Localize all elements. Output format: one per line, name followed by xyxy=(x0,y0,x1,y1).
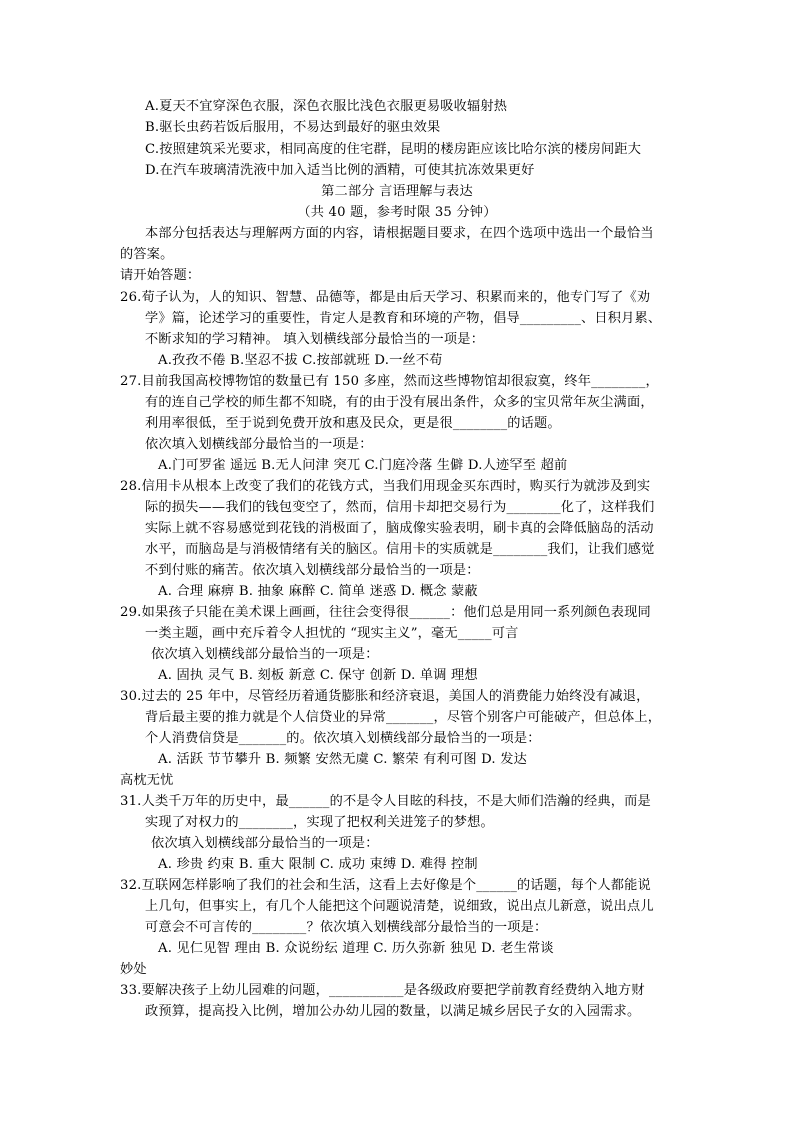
question-text-line: 学》篇，论述学习的重要性，肯定人是教育和环境的产物，倡导_________、日积月累、 xyxy=(145,311,662,326)
question-26: 26.荀子认为，人的知识、智慧、品德等，都是由后天学习、积累而来的，他专门写了《劝 xyxy=(120,290,651,305)
options-line: A.孜孜不倦 B.坚忍不拔 C.按部就班 D.一丝不苟 xyxy=(158,353,443,368)
option-a-line: A.夏天不宜穿深色衣服，深色衣服比浅色衣服更易吸收辐射热 xyxy=(145,99,508,114)
options-line: A. 合理 麻痹 B. 抽象 麻醉 C. 简单 迷惑 D. 概念 蒙蔽 xyxy=(158,584,478,599)
question-text-line: 个人消费信贷是_______的。依次填入划横线部分最恰当的一项是： xyxy=(145,731,541,746)
options-line: A. 珍贵 约束 B. 重大 限制 C. 成功 束缚 D. 难得 控制 xyxy=(158,857,478,872)
options-line-wrap: 高枕无忧 xyxy=(120,773,174,788)
question-27: 27.目前我国高校博物馆的数量已有 150 多座，然而这些博物馆却很寂寞，终年________， xyxy=(120,374,659,389)
question-text-line: 一类主题，画中充斥着令人担忧的 “现实主义”，毫无_____可言 xyxy=(145,626,519,641)
question-text-line: 实现了对权力的________，实现了把权利关进笼子的梦想。 xyxy=(145,815,494,830)
question-30: 30.过去的 25 年中，尽管经历着通货膨胀和经济衰退，美国人的消费能力始终没有减退， xyxy=(120,689,650,704)
question-text-line: 可意会不可言传的________？依次填入划横线部分最恰当的一项是： xyxy=(145,920,548,935)
options-line: A.门可罗雀 遥远 B.无人问津 突兀 C.门庭冷落 生僻 D.人迹罕至 超前 xyxy=(158,458,568,473)
instructions-line: 本部分包括表达与理解两方面的内容，请根据题目要求，在四个选项中选出一个最恰当 xyxy=(145,226,654,241)
question-29: 29.如果孩子只能在美术课上画画，往往会变得很______：他们总是用同一系列颜色表现同 xyxy=(120,605,651,620)
question-text-line: 水平，而脑岛是与消极情绪有关的脑区。信用卡的实质就是________我们，让我们感觉 xyxy=(145,542,655,557)
question-text-line: 背后最主要的推力就是个人信贷业的异常_______，尽管个别客户可能破产，但总体上， xyxy=(145,710,662,725)
options-line: A. 活跃 节节攀升 B. 频繁 安然无虞 C. 繁荣 有利可图 D. 发达 xyxy=(158,752,527,767)
option-b-line: B.驱长虫药若饭后服用，不易达到最好的驱虫效果 xyxy=(145,120,441,135)
start-prompt: 请开始答题： xyxy=(120,268,201,283)
section-subtitle: （共 40 题，参考时限 35 分钟） xyxy=(297,205,497,220)
fill-prompt: 依次填入划横线部分最恰当的一项是： xyxy=(145,437,373,452)
question-28: 28.信用卡从根本上改变了我们的花钱方式，当我们用现金买东西时，购买行为就涉及到实 xyxy=(120,479,651,494)
question-text-line: 实际上就不容易感觉到花钱的消极面了，脑成像实验表明，刷卡真的会降低脑岛的活动 xyxy=(145,521,654,536)
question-text-line: 利用率很低，至于说到免费开放和惠及民众，更是很________的话题。 xyxy=(145,416,561,431)
option-c-line: C.按照建筑采光要求，相同高度的住宅群，昆明的楼房距应该比哈尔滨的楼房间距大 xyxy=(145,142,642,157)
instructions-line: 的答案。 xyxy=(120,247,174,262)
section-title: 第二部分 言语理解与表达 xyxy=(321,184,473,199)
question-text-line: 有的连自己学校的师生都不知晓，有的由于没有展出条件，众多的宝贝常年灰尘满面， xyxy=(145,395,654,410)
question-text-line: 政预算，提高投入比例，增加公办幼儿园的数量，以满足城乡居民子女的入园需求。 xyxy=(145,1004,641,1019)
options-line-wrap: 妙处 xyxy=(120,962,147,977)
question-text-line: 上几句，但事实上，有几个人能把这个问题说清楚，说细致，说出点儿新意，说出点儿 xyxy=(145,899,654,914)
question-text-line: 不断求知的学习精神。 填入划横线部分最恰当的一项是： xyxy=(145,332,485,347)
fill-prompt: 依次填入划横线部分最恰当的一项是： xyxy=(151,647,379,662)
question-32: 32.互联网怎样影响了我们的社会和生活，这看上去好像是个______的话题，每个人都能说 xyxy=(120,878,651,893)
fill-prompt: 依次填入划横线部分最恰当的一项是： xyxy=(151,836,379,851)
options-line: A. 见仁见智 理由 B. 众说纷纭 道理 C. 历久弥新 独见 D. 老生常谈 xyxy=(158,941,554,956)
options-line: A. 固执 灵气 B. 刻板 新意 C. 保守 创新 D. 单调 理想 xyxy=(158,668,478,683)
option-d-line: D.在汽车玻璃清洗液中加入适当比例的酒精，可使其抗冻效果更好 xyxy=(145,163,535,178)
question-text-line: 不到付账的痛苦。依次填入划横线部分最恰当的一项是： xyxy=(145,563,480,578)
question-33: 33.要解决孩子上幼儿园难的问题，___________是各级政府要把学前教育经费纳入地方财 xyxy=(120,983,645,998)
question-text-line: 际的损失——我们的钱包变空了，然而，信用卡却把交易行为________化了，这样我们 xyxy=(145,500,655,515)
question-31: 31.人类千万年的历史中，最______的不是令人目眩的科技，不是大师们浩瀚的经典，而是 xyxy=(120,794,651,809)
